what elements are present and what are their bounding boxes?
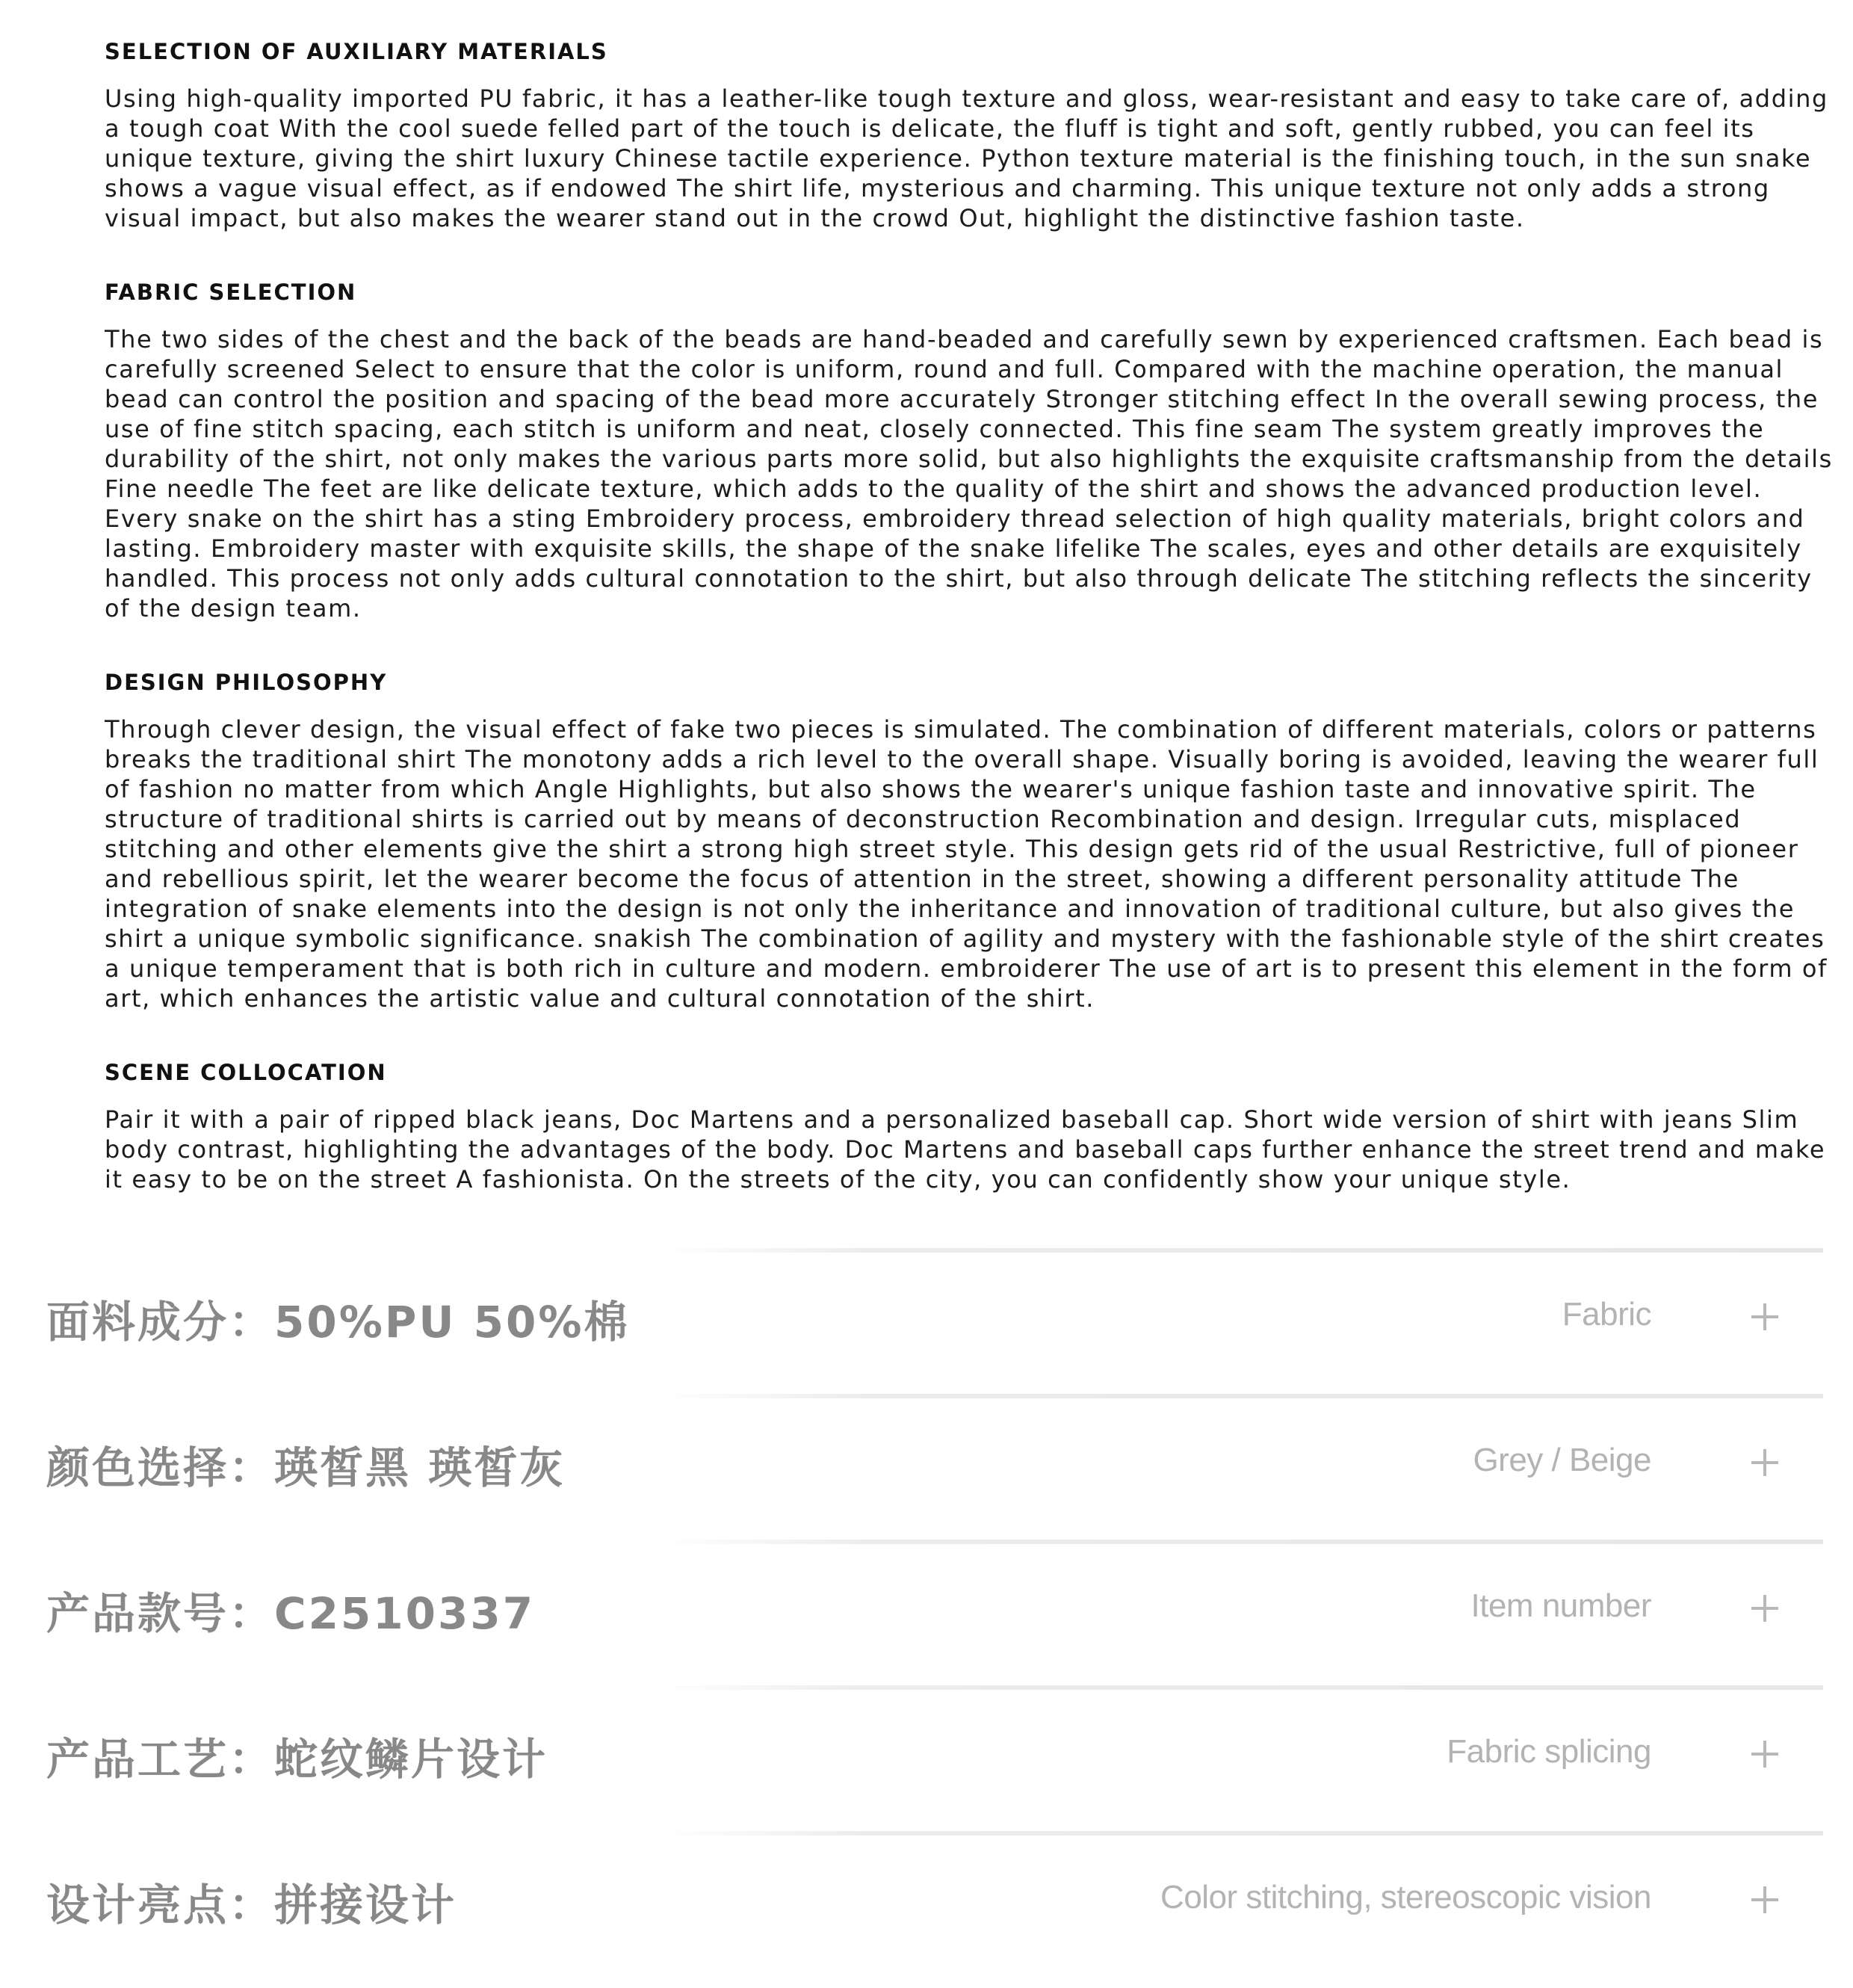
spec-english-label: Item number bbox=[1470, 1587, 1651, 1624]
spec-row-craft[interactable] bbox=[0, 1685, 1853, 1831]
section-auxiliary-materials bbox=[105, 39, 1838, 233]
spec-english-label: Grey / Beige bbox=[1473, 1442, 1651, 1478]
section-heading: FABRIC SELECTION bbox=[105, 280, 357, 305]
plus-icon[interactable] bbox=[1751, 1595, 1778, 1622]
spec-label: 设计亮点：拼接设计 bbox=[46, 1880, 457, 1930]
spec-label: 产品款号：C2510337 bbox=[46, 1588, 536, 1639]
plus-icon[interactable] bbox=[1751, 1449, 1778, 1476]
spec-label: 颜色选择：瑛皙黑 瑛皙灰 bbox=[46, 1442, 566, 1493]
product-spec-list bbox=[0, 1248, 1853, 1988]
section-heading: SCENE COLLOCATION bbox=[105, 1060, 387, 1085]
spec-row-color[interactable] bbox=[0, 1394, 1853, 1540]
spec-divider bbox=[658, 1685, 1823, 1690]
spec-english-label: Fabric bbox=[1562, 1296, 1651, 1333]
section-design-philosophy bbox=[105, 670, 1838, 1013]
section-scene-collocation bbox=[105, 1060, 1838, 1194]
section-paragraph: Using high-quality imported PU fabric, it has a leather-like tough texture and gloss, wear-resistant and easy to take care of, adding a tough coat With the cool suede felled part of the touch is delicate, the fluff is tight and soft, gently rubbed, you can feel its unique texture, giving the shirt luxury Chinese tactile experience. Python texture material is the finishing touch, in the sun snake shows a vague visual effect, as if endowed The shirt life, mysterious and charming. This unique texture not only adds a strong visual impact, but also makes the wearer stand out in the crowd Out, highlight the distinctive fashion taste. bbox=[105, 84, 1828, 232]
spec-divider bbox=[658, 1248, 1823, 1253]
spec-row-fabric[interactable] bbox=[0, 1248, 1853, 1394]
section-paragraph: The two sides of the chest and the back of the beads are hand-beaded and carefully sewn by experienced craftsmen. Each bead is carefully screened Select to ensure that the color is uniform, round and full. Compared with the machine operation, the manual bead can control the position and spacing of the bead more accurately Stronger stitching effect In the overall sewing process, the use of fine stitch spacing, each stitch is uniform and neat, closely connected. This fine seam The system greatly improves the durability of the shirt, not only makes the various parts more solid, but also highlights the exquisite craftsmanship from the details Fine needle The feet are like delicate texture, which adds to the quality of the shirt and shows the advanced production level. Every snake on the shirt has a sting Embroidery process, embroidery thread selection of high quality materials, bright colors and lasting. Embroidery master with exquisite skills, the shape of the snake lifelike The scales, eyes and other details are exquisitely handled. This process not only adds cultural connotation to the shirt, but also through delicate The stitching reflects the sincerity of the design team. bbox=[105, 325, 1833, 623]
spec-label: 面料成分：50%PU 50%棉 bbox=[46, 1297, 630, 1348]
section-paragraph: Through clever design, the visual effect of fake two pieces is simulated. The combination of different materials, colors or patterns breaks the traditional shirt The monotony adds a rich level to the overall shape. Visually boring is avoided, leaving the wearer full of fashion no matter from which Angle Highlights, but also shows the wearer's unique fashion taste and innovative spirit. The structure of traditional shirts is carried out by means of deconstruction Recombination and design. Irregular cuts, misplaced stitching and other elements give the shirt a strong high street style. This design gets rid of the usual Restrictive, full of pioneer and rebellious spirit, let the wearer become the focus of attention in the street, showing a different personality attitude The integration of snake elements into the design is not only the inheritance and innovation of traditional culture, but also gives the shirt a unique symbolic significance. snakish The combination of agility and mystery with the fashionable style of the shirt creates a unique temperament that is both rich in culture and modern. embroiderer The use of art is to present this element in the form of art, which enhances the artistic value and cultural connotation of the shirt. bbox=[105, 715, 1828, 1013]
plus-icon[interactable] bbox=[1751, 1303, 1778, 1330]
spec-english-label: Color stitching, stereoscopic vision bbox=[1160, 1879, 1651, 1916]
spec-row-item-number[interactable] bbox=[0, 1540, 1853, 1685]
plus-icon[interactable] bbox=[1751, 1741, 1778, 1768]
spec-english-label: Fabric splicing bbox=[1447, 1733, 1651, 1770]
spec-divider bbox=[658, 1394, 1823, 1398]
section-heading: DESIGN PHILOSOPHY bbox=[105, 670, 388, 695]
spec-label: 产品工艺：蛇纹鳞片设计 bbox=[46, 1734, 548, 1785]
spec-divider bbox=[658, 1831, 1823, 1836]
section-paragraph: Pair it with a pair of ripped black jeans, Doc Martens and a personalized baseball cap. Short wide version of shirt with jeans Slim body contrast, highlighting the advantages of the body. Doc Martens and baseball caps further enhance the street trend and make it easy to be on the street A fashionista. On the streets of the city, you can confidently show your unique style. bbox=[105, 1105, 1826, 1194]
plus-icon[interactable] bbox=[1751, 1886, 1778, 1913]
description-article bbox=[105, 39, 1838, 1241]
section-fabric-selection bbox=[105, 280, 1838, 623]
spec-divider bbox=[658, 1540, 1823, 1544]
section-heading: SELECTION OF AUXILIARY MATERIALS bbox=[105, 39, 608, 64]
spec-row-design-highlight[interactable] bbox=[0, 1831, 1853, 1977]
